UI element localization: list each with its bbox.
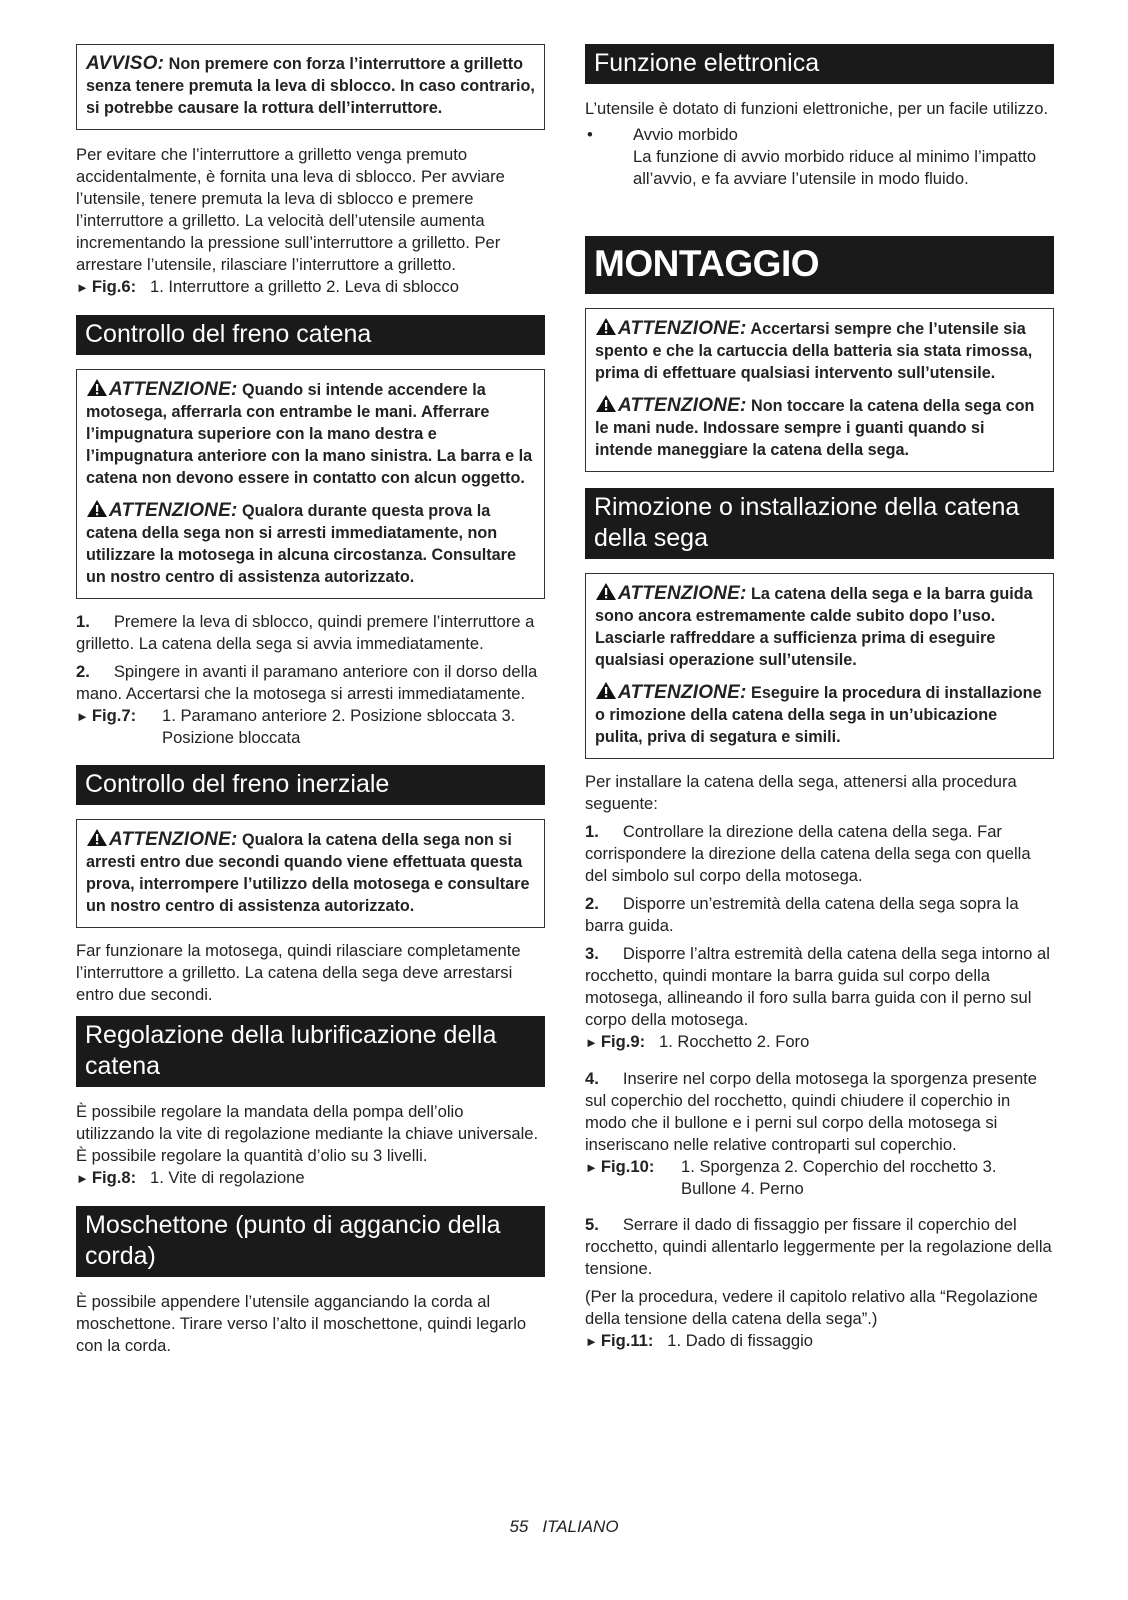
- section-title-carabiner: Moschettone (punto di aggancio della corda): [76, 1206, 545, 1277]
- step-item: 4. Inserire nel corpo della motosega la sporgenza presente sul coperchio del rocchetto, quindi chiudere il coperchio in modo che il bullone e i perni sul corpo della motosega si inseriscano nelle relative controparti sul coperchio.: [585, 1069, 1038, 1154]
- caution-lead: ATTENZIONE:: [109, 379, 238, 400]
- bullet-text: La funzione di avvio morbido riduce al minimo l’impatto all’avvio, e fa avviare l’utensile in modo fluido.: [633, 147, 1037, 188]
- caution-lead: ATTENZIONE:: [618, 682, 747, 703]
- caution-text: Qualora durante questa prova la catena della sega non si arresti immediatamente, non utilizzare la motosega in alcuna circostanza. Consultare un nostro centro di assistenza autorizzato.: [86, 502, 516, 586]
- warning-triangle-icon: [595, 681, 617, 700]
- fig9-caption: ► Fig.9: 1. Rocchetto 2. Foro: [585, 1032, 810, 1051]
- step-item: 3. Disporre l’altra estremità della catena della sega intorno al rocchetto, quindi montare la barra guida sul corpo della motosega, allineando il foro sulla barra guida con il perno sul corpo della motosega.: [585, 944, 1050, 1029]
- warning-triangle-icon: [595, 317, 617, 336]
- fig6-caption: [76, 276, 545, 299]
- left-column: [76, 44, 545, 1357]
- right-column: [585, 44, 1054, 1353]
- chain-install-intro: Per installare la catena della sega, attenersi alla procedura seguente:: [585, 772, 1017, 813]
- caution-lead: ATTENZIONE:: [109, 500, 238, 521]
- electronic-paragraph: L’utensile è dotato di funzioni elettroniche, per un facile utilizzo.: [585, 99, 1049, 118]
- caution-text: Accertarsi sempre che l’utensile sia spento e che la cartuccia della batteria sia stata rimossa, prima di effettuare qualsiasi intervento sull’utensile.: [595, 320, 1033, 382]
- lubrication-paragraph: È possibile regolare la mandata della pompa dell’olio utilizzando la vite di regolazione mediante la chiave universale. È possibile regolare la quantità d’olio su 3 livelli.: [76, 1102, 539, 1165]
- step-item: 2. Disporre un’estremità della catena della sega sopra la barra guida.: [585, 894, 1019, 935]
- fig10-caption: ► Fig.10: 1. Sporgenza 2. Coperchio del rocchetto 3. Bullone 4. Perno: [585, 1157, 997, 1198]
- caution-lead: ATTENZIONE:: [618, 583, 747, 604]
- caution-text: Eseguire la procedura di installazione o rimozione della catena della sega in un’ubicazione pulita, priva di segatura e simili.: [595, 684, 1042, 746]
- caution-box-assembly: [585, 308, 1054, 472]
- notice-text: Non premere con forza l’interruttore a grilletto senza tenere premuta la leva di sblocco. In caso contrario, si potrebbe causare la rottura dell’interruttore.: [86, 55, 535, 117]
- section-title-lubrication: Regolazione della lubrificazione della catena: [76, 1016, 545, 1087]
- caution-text: Non toccare la catena della sega con le mani nude. Indossare sempre i guanti quando si intende maneggiare la catena della sega.: [595, 397, 1035, 459]
- caution-text: Quando si intende accendere la motosega, afferrarla con entrambe le mani. Afferrare l’impugnatura superiore con la mano destra e l’impugnatura anteriore con la mano sinistra. La barra e la catena non devono essere in contatto con alcun oggetto.: [86, 381, 533, 487]
- page-number: 55: [509, 1517, 529, 1536]
- inertia-paragraph: Far funzionare la motosega, quindi rilasciare completamente l’interruttore a grilletto. La catena della sega deve arrestarsi entro due secondi.: [76, 941, 521, 1004]
- intro-paragraph: Per evitare che l’interruttore a grilletto venga premuto accidentalmente, è fornita una leva di sblocco. Per avviare l’utensile, tenere premuta la leva di sblocco e premere l’interruttore a grilletto. La velocità dell’utensile aumenta incrementando la pressione sull’interruttore a grilletto. Per arrestare l’utensile, rilasciare l’interruttore a grilletto.: [76, 145, 505, 274]
- fig7-caption: ► Fig.7: 1. Paramano anteriore 2. Posizione sbloccata 3. Posizione bloccata: [76, 705, 545, 749]
- notice-lead: AVVISO:: [86, 53, 165, 74]
- procedure-note: (Per la procedura, vedere il capitolo relativo alla “Regolazione della tensione della catena della sega”.): [585, 1287, 1038, 1328]
- chapter-title-assembly: MONTAGGIO: [585, 236, 1054, 294]
- caution-box-inertia-brake: [76, 819, 545, 928]
- list-item: [585, 124, 1054, 190]
- caution-lead: ATTENZIONE:: [618, 318, 747, 339]
- caution-text: Qualora la catena della sega non si arresti entro due secondi quando viene effettuata questa prova, interrompere l’utilizzo della motosega e consultare un nostro centro di assistenza autorizzato.: [86, 831, 530, 915]
- arrow-right-icon: ►: [585, 1160, 598, 1175]
- warning-triangle-icon: [86, 828, 108, 847]
- step-item: 5. Serrare il dado di fissaggio per fissare il coperchio del rocchetto, quindi allentarlo leggermente per la regolazione della tensione.: [585, 1215, 1052, 1278]
- footer-language: ITALIANO: [542, 1517, 619, 1536]
- bullet-title: Avvio morbido: [633, 125, 738, 144]
- caution-lead: ATTENZIONE:: [109, 829, 238, 850]
- arrow-right-icon: ►: [585, 1035, 598, 1050]
- arrow-right-icon: ►: [76, 1171, 89, 1186]
- warning-triangle-icon: [86, 499, 108, 518]
- arrow-right-icon: ►: [76, 280, 89, 295]
- warning-triangle-icon: [595, 582, 617, 601]
- caution-text: La catena della sega e la barra guida sono ancora estremamente calde subito dopo l’uso. Lasciarle raffreddare a sufficienza prima di eseguire qualsiasi operazione sull’utensile.: [595, 585, 1033, 669]
- arrow-right-icon: ►: [76, 709, 89, 724]
- fig6-text: 1. Interruttore a grilletto 2. Leva di sblocco: [149, 277, 459, 296]
- fig7-text: 1. Paramano anteriore 2. Posizione sbloccata 3. Posizione bloccata: [162, 706, 516, 747]
- fig6-label: Fig.6:: [91, 277, 137, 296]
- fig11-caption: ► Fig.11: 1. Dado di fissaggio: [585, 1331, 814, 1350]
- fig8-caption: ► Fig.8: 1. Vite di regolazione: [76, 1168, 305, 1187]
- arrow-right-icon: ►: [585, 1334, 598, 1349]
- carabiner-paragraph: È possibile appendere l’utensile agganciando la corda al moschettone. Tirare verso l’alto il moschettone, quindi legarlo con la corda.: [76, 1292, 527, 1355]
- step-item: 1. Controllare la direzione della catena della sega. Far corrispondere la direzione della catena della sega con quella del simbolo sul corpo della motosega.: [585, 822, 1031, 885]
- caution-box-chain-install: [585, 573, 1054, 759]
- warning-triangle-icon: [86, 378, 108, 397]
- caution-lead: ATTENZIONE:: [618, 395, 747, 416]
- section-title-chain-brake: Controllo del freno catena: [76, 315, 545, 355]
- section-title-chain-install: Rimozione o installazione della catena della sega: [585, 488, 1054, 559]
- section-title-inertia-brake: Controllo del freno inerziale: [76, 765, 545, 805]
- notice-box: [76, 44, 545, 130]
- page-footer: [0, 1517, 1128, 1537]
- step-item: 1. Premere la leva di sblocco, quindi premere l’interruttore a grilletto. La catena della sega si avvia immediatamente.: [76, 612, 535, 653]
- step-item: 2. Spingere in avanti il paramano anteriore con il dorso della mano. Accertarsi che la motosega si arresti immediatamente.: [76, 662, 538, 703]
- warning-triangle-icon: [595, 394, 617, 413]
- bullet-symbol: •: [587, 125, 593, 144]
- section-title-electronic: Funzione elettronica: [585, 44, 1054, 84]
- caution-box-chain-brake: [76, 369, 545, 599]
